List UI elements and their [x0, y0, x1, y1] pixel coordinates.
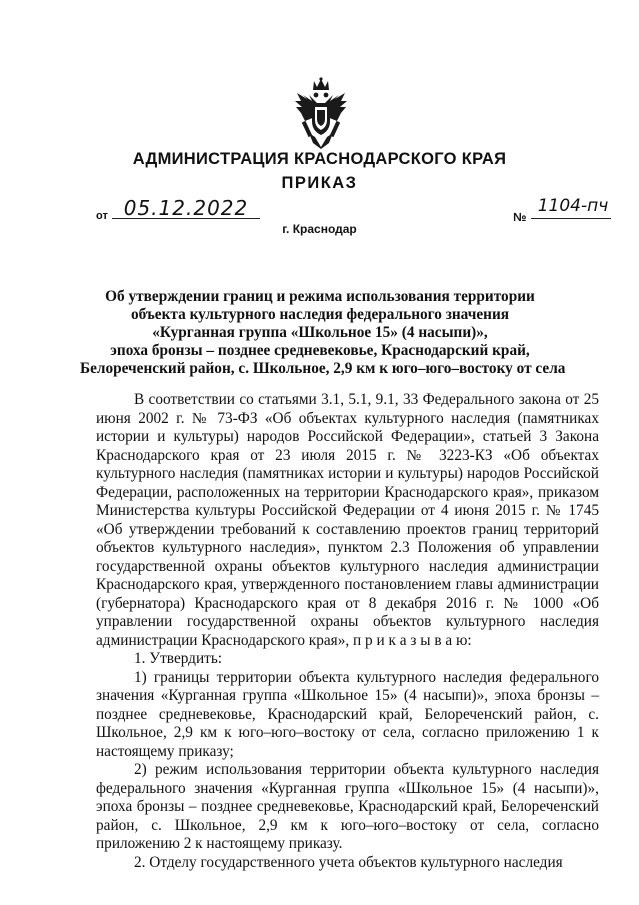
date-underline	[112, 218, 260, 219]
title-line: объекта культурного наследия федерального значения	[130, 306, 510, 323]
title-line: Белореченский район, с. Школьное, 2,9 км к юго–юго–востоку от села	[80, 360, 566, 377]
date-label: от	[96, 210, 108, 222]
document-type: ПРИКАЗ	[281, 174, 358, 192]
number-label: №	[513, 210, 527, 224]
paragraph-preamble: В соответствии со статьями 3.1, 5.1, 9.1, 33 Федерального закона от 25 июня 2002 г. № 73-ФЗ «Об объектах культурного наследия (памятниках истории и культуры) народов Российской Федерации», статьей 3 Закона Краснодарского края от 23 июля 2015 г. № 3223-КЗ «Об объектах культурного наследия (памятниках истории и культуры) народов Российской Федерации, расположенных на территории Краснодарского края», приказом Министерства культуры Российской Федерации от 4 июня 2015 г. № 1745 «Об утверждении требований к составлению проектов границ территорий объектов культурного наследия», пунктом 2.3 Положения об управлении государственной охраны объектов культурного наследия администрации Краснодарского края, утвержденного постановлением главы администрации (губернатора) Краснодарского края от 8 декабря 2016 г. № 1000 «Об управлении государственной охраны объектов культурного наследия администрации Краснодарского края», п р и к а з ы в а ю:	[96, 391, 599, 649]
paragraph-item-1: 1. Утвердить:	[134, 650, 223, 667]
document-title	[80, 288, 566, 378]
paragraph-item-1-2: 2) режим использования территории объекта культурного наследия федерального значения «Курганная группа «Школьное 15» (4 насыпи)», эпоха бронзы – позднее средневековье, Краснодарский край, Белореченский район, с. Школьное, 2,9 км к юго–юго–востоку от села, согласно приложению 2 к настоящему приказу.	[96, 761, 599, 852]
organization-name: АДМИНИСТРАЦИЯ КРАСНОДАРСКОГО КРАЯ	[132, 150, 507, 168]
number-underline	[531, 218, 611, 219]
document-body	[96, 391, 599, 872]
document-date: 05.12.2022	[123, 196, 249, 220]
title-line: Об утверждении границ и режима использования территории	[105, 288, 535, 305]
coat-of-arms-icon	[293, 77, 349, 149]
title-line: «Курганная группа «Школьное 15» (4 насыпи)»,	[152, 324, 488, 341]
city: г. Краснодар	[282, 222, 357, 236]
paragraph-item-1-1: 1) границы территории объекта культурного наследия федерального значения «Курганная группа «Школьное 15» (4 насыпи)», эпоха бронзы – позднее средневековье, Краснодарский край, Белореченский район, с. Школьное, 2,9 км к юго–юго–востоку от села, согласно приложению 1 к настоящему приказу;	[96, 668, 599, 760]
title-line: эпоха бронзы – позднее средневековье, Краснодарский край,	[110, 342, 530, 359]
document-number: 1104-пч	[537, 196, 609, 216]
paragraph-item-2: 2. Отделу государственного учета объектов культурного наследия	[134, 853, 563, 871]
